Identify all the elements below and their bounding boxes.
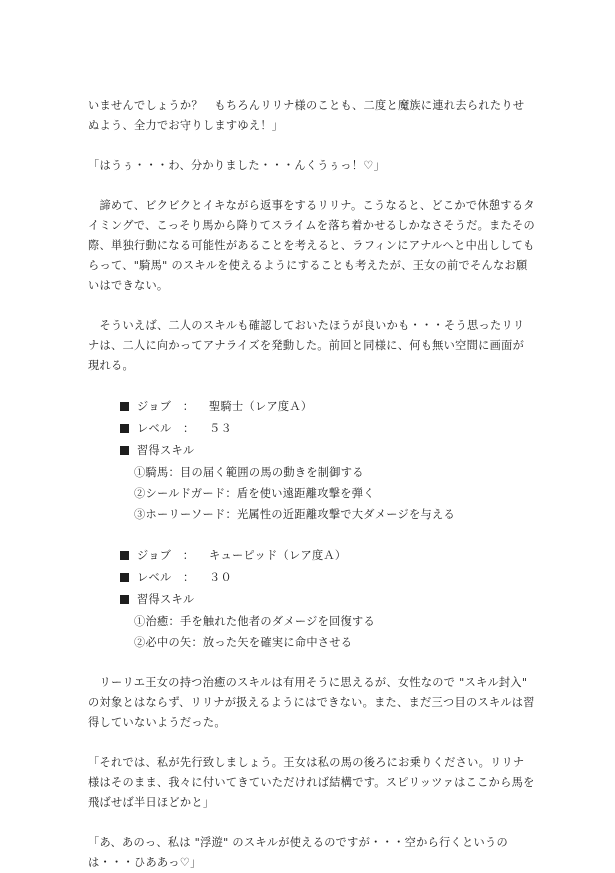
skills-label: 習得スキル [137,593,195,606]
job-label: ジョブ ： [137,549,195,562]
square-bullet-icon [120,402,129,411]
paragraph-2: 「はうぅ・・・わ、分かりました・・・んくうぅっ！♡」 [88,159,386,172]
paragraph-4: そういえば、二人のスキルも確認しておいたほうが良いかも・・・そう思ったリリナは、二人に向かってアナライズを発動した。前回と同様に、何も無い空間に画面が現れる。 [88,319,525,372]
skill-item: ①騎馬：目の届く範囲の馬の動きを制御する [134,466,364,479]
skill-item: ②シールドガード：盾を使い遠距離攻撃を弾く [134,487,375,500]
square-bullet-icon [120,551,129,560]
skills-label: 習得スキル [137,444,195,457]
job-label: ジョブ ： [137,400,195,413]
square-bullet-icon [120,446,129,455]
skill-item: ②必中の矢：放った矢を確実に命中させる [134,636,353,649]
square-bullet-icon [120,595,129,604]
skills-row [120,589,535,611]
skill-item: ①治癒：手を触れた他者のダメージを回復する [134,615,376,628]
paragraph-7: 「あ、あのっ、私は "浮遊" のスキルが使えるのですが・・・空から行くというのは・・・ひああっ♡」 [88,836,508,869]
square-bullet-icon [120,573,129,582]
paragraph-1: いませんでしょうか？ もちろんリリナ様のことも、二度と魔族に連れ去られたりせぬよう、全力でお守りしますゆえ！」 [88,99,525,132]
job-value: キューピッド（レア度Ａ） [209,549,347,562]
level-label: レベル ： [137,571,195,584]
job-value: 聖騎士（レア度Ａ） [209,400,313,413]
job-row [120,545,535,567]
level-value: ３０ [209,571,232,584]
skills-row [120,440,535,462]
level-row [120,567,535,589]
square-bullet-icon [120,424,129,433]
paragraph-6: 「それでは、私が先行致しましょう。王女は私の馬の後ろにお乗りください。リリナ様はそのまま、我々に付いてきていただければ結構です。スピリッツァはここから馬を飛ばせば半日ほどかと」 [88,756,535,809]
paragraph-3: 諦めて、ビクビクとイキながら返事をするリリナ。こうなると、どこかで休憩するタイミングで、こっそり馬から降りてスライムを落ち着かせるしかなさそうだ。またその際、単独行動になる可能性があることを考えると、ラフィンにアナルへと中出ししてもらって、"騎馬" のスキルを使えるようにすることも考えたが、王女の前でそんなお願いはできない。 [88,199,536,292]
level-label: レベル ： [137,422,195,435]
level-row [120,418,535,440]
level-value: ５３ [209,422,232,435]
job-row [120,396,535,418]
paragraph-5: リーリエ王女の持つ治癒のスキルは有用そうに思えるが、女性なので "スキル封入" の対象とはならず、リリナが扱えるようにはできない。また、まだ三つ目のスキルは習得していないようだった。 [88,676,535,729]
status-block-cupid [120,545,535,653]
status-block-paladin [120,396,535,525]
skill-item: ③ホーリーソード：光属性の近距離攻撃で大ダメージを与える [134,508,455,521]
